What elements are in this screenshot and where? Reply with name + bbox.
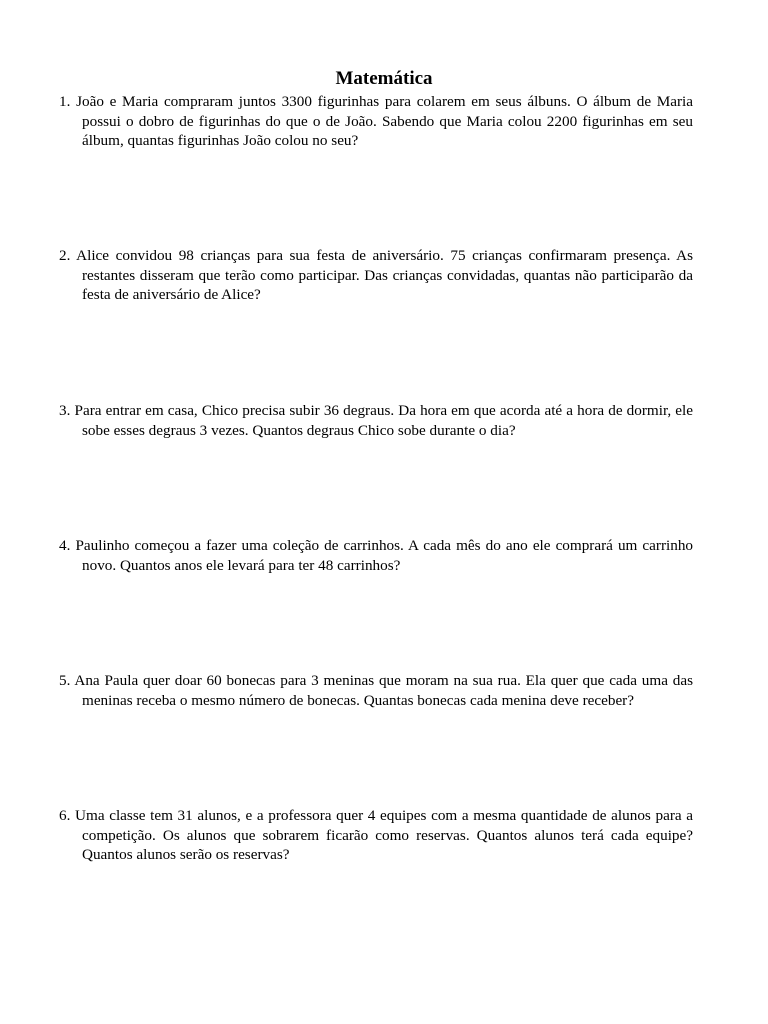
question-text: Paulinho começou a fazer uma coleção de carrinhos. A cada mês do ano ele comprará um carrinho novo. Quantos anos ele levará para ter 48 carrinhos?: [75, 537, 694, 574]
question-number: 2.: [59, 247, 71, 264]
question-text: Alice convidou 98 crianças para sua festa de aniversário. 75 crianças confirmaram presença. As restantes disseram que terão como participar. Das crianças convidadas, quantas não participarão da festa de aniversário de Alice?: [76, 247, 693, 303]
question-number: 6.: [59, 807, 71, 824]
question-text: João e Maria compraram juntos 3300 figurinhas para colarem em seus álbuns. O álbum de Maria possui o dobro de figurinhas do que o de João. Sabendo que Maria colou 2200 figurinhas em seu álbum, quantas figurinhas João colou no seu?: [76, 93, 694, 149]
question-text: Para entrar em casa, Chico precisa subir 36 degraus. Da hora em que acorda até a hora de dormir, ele sobe esses degraus 3 vezes. Quantos degraus Chico sobe durante o dia?: [74, 402, 694, 439]
question-number: 5.: [59, 672, 71, 689]
question-4: [59, 536, 693, 575]
question-6: [59, 806, 693, 865]
question-5: [59, 671, 693, 710]
page-title: Matemática: [335, 68, 433, 89]
question-3: [59, 401, 693, 440]
question-number: 1.: [59, 93, 71, 110]
question-1: [59, 92, 693, 151]
question-number: 3.: [59, 402, 71, 419]
question-2: [59, 246, 693, 305]
question-text: Ana Paula quer doar 60 bonecas para 3 meninas que moram na sua rua. Ela quer que cada uma das meninas receba o mesmo número de bonecas. Quantas bonecas cada menina deve receber?: [74, 672, 693, 709]
question-number: 4.: [59, 537, 71, 554]
question-text: Uma classe tem 31 alunos, e a professora quer 4 equipes com a mesma quantidade de alunos para a competição. Os alunos que sobrarem ficarão como reservas. Quantos alunos terá cada equipe? Quantos alunos serão os reservas?: [75, 807, 694, 863]
